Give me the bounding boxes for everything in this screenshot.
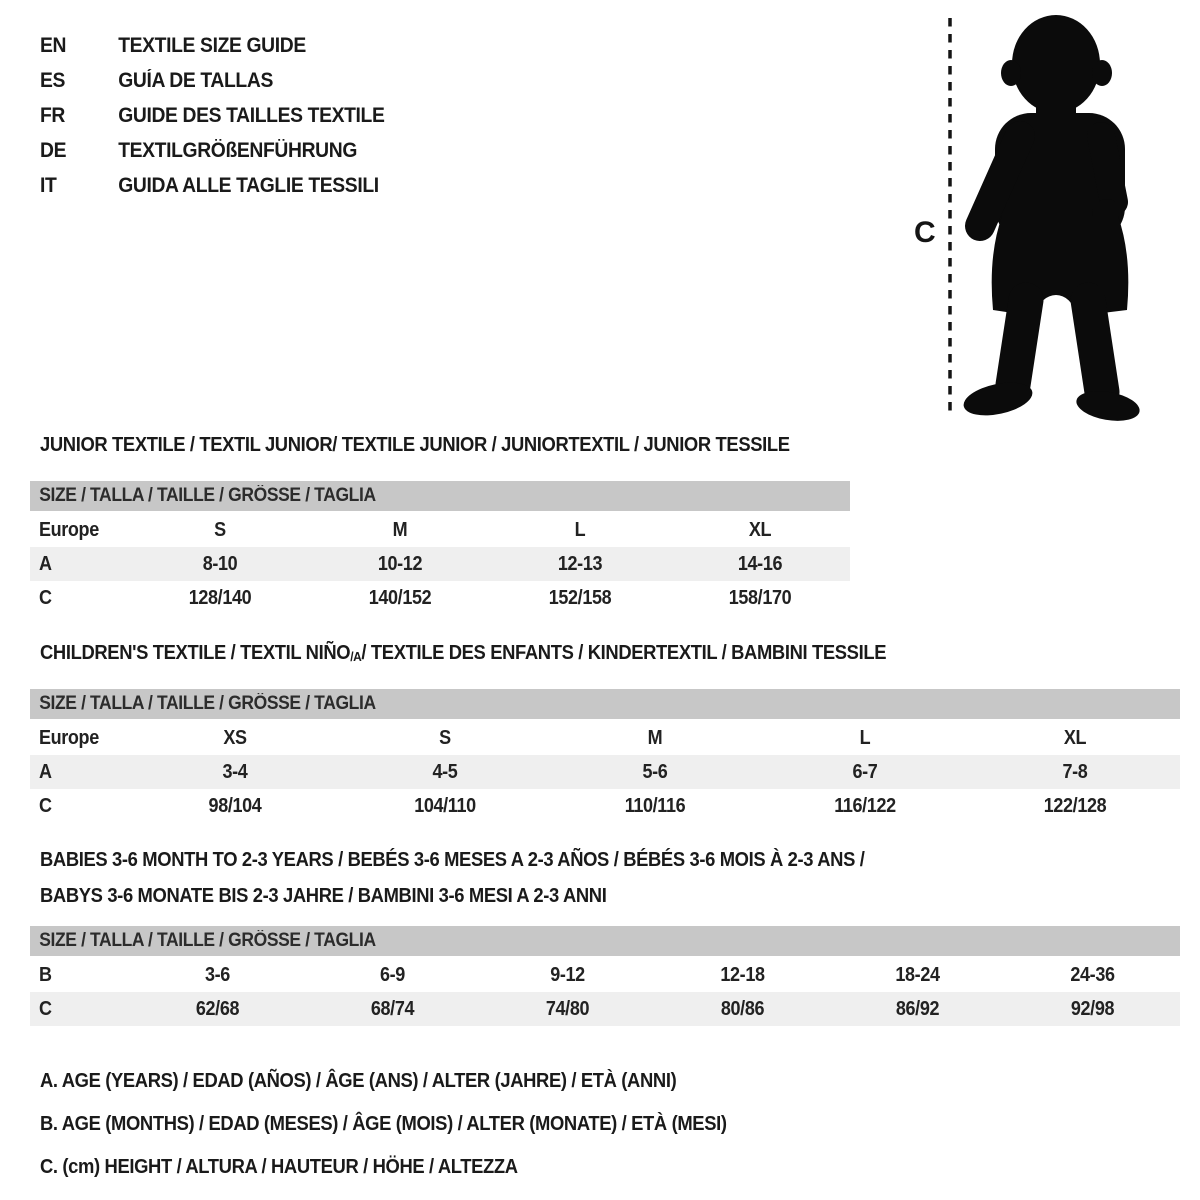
babies-section-heading-line1: BABIES 3-6 MONTH TO 2-3 YEARS / BEBÉS 3-6 MESES A 2-3 AÑOS / BÉBÉS 3-6 MOIS À 2-3 ANS / [40,848,865,871]
babies-size-table [30,958,1180,1026]
babies-size-bar [30,926,1180,956]
language-row-es [40,63,385,98]
column-header-europe: Europe [39,726,99,749]
row-label: C [39,586,52,609]
legend-block [40,1060,786,1189]
junior-size-table [30,513,850,615]
children-heading-text: CHILDREN'S TEXTILE / TEXTIL NIÑO [40,641,351,664]
table-cell: 12-13 [557,552,603,575]
language-row-de [40,133,385,168]
children-size-table [30,721,1180,823]
column-header-size: XL [1063,726,1087,749]
babies-size-bar-label: SIZE / TALLA / TAILLE / GRÖSSE / TAGLIA [39,930,376,951]
column-header-size: M [647,726,663,749]
children-header-row [30,721,1180,755]
junior-row-height [30,581,850,615]
children-section-heading [40,641,886,665]
language-code: IT [40,173,57,197]
table-cell: 7-8 [1062,760,1088,783]
babies-row-height [30,992,1180,1026]
language-title: GUIDE DES TAILLES TEXTILE [118,103,385,127]
table-cell: 3-4 [222,760,248,783]
row-label: B [39,963,52,986]
legend-line-b: B. AGE (MONTHS) / EDAD (MESES) / ÂGE (MOIS) / ALTER (MONATE) / ETÀ (MESI) [40,1113,727,1135]
measurement-figure [880,0,1200,440]
column-header-size: M [392,518,408,541]
table-cell: 4-5 [432,760,458,783]
babies-row-months [30,958,1180,992]
table-cell: 152/158 [548,586,612,609]
table-cell: 8-10 [202,552,238,575]
table-cell: 128/140 [188,586,252,609]
language-row-en [40,28,385,63]
language-code: DE [40,138,67,162]
legend-line-c: C. (cm) HEIGHT / ALTURA / HAUTEUR / HÖHE / ALTEZZA [40,1156,518,1178]
children-row-age [30,755,1180,789]
language-title: TEXTILE SIZE GUIDE [118,33,306,57]
column-header-size: XS [223,726,247,749]
junior-row-age [30,547,850,581]
language-title: GUÍA DE TALLAS [118,68,273,92]
children-heading-text: / TEXTILE DES ENFANTS / KINDERTEXTIL / BAMBINI TESSILE [361,641,887,664]
table-cell: 9-12 [550,963,585,986]
children-size-bar [30,689,1180,719]
language-title-block [40,28,414,203]
column-header-europe: Europe [39,518,99,541]
table-cell: 86/92 [895,997,940,1020]
table-cell: 6-7 [852,760,878,783]
height-label-c: C [914,216,936,249]
table-cell: 14-16 [737,552,783,575]
table-cell: 68/74 [370,997,415,1020]
table-cell: 10-12 [377,552,423,575]
language-title: TEXTILGRÖßENFÜHRUNG [118,138,357,162]
table-cell: 98/104 [208,794,262,817]
column-header-size: S [214,518,226,541]
language-row-it [40,168,385,203]
column-header-size: L [859,726,871,749]
language-code: EN [40,33,67,57]
table-cell: 74/80 [545,997,590,1020]
table-cell: 80/86 [720,997,765,1020]
babies-section-heading-line2: BABYS 3-6 MONATE BIS 2-3 JAHRE / BAMBINI 3-6 MESI A 2-3 ANNI [40,884,607,907]
row-label: C [39,997,52,1020]
table-cell: 6-9 [380,963,405,986]
language-title: GUIDA ALLE TAGLIE TESSILI [118,173,379,197]
children-heading-subscript: /A [350,649,362,664]
children-row-height [30,789,1180,823]
children-size-bar-label: SIZE / TALLA / TAILLE / GRÖSSE / TAGLIA [39,693,376,714]
table-cell: 116/122 [834,794,896,817]
table-cell: 5-6 [642,760,668,783]
row-label: C [39,794,52,817]
table-cell: 24-36 [1070,963,1115,986]
table-cell: 12-18 [720,963,765,986]
table-cell: 62/68 [195,997,240,1020]
language-code: FR [40,103,66,127]
junior-header-row [30,513,850,547]
junior-size-bar [30,481,850,511]
table-cell: 3-6 [205,963,230,986]
junior-size-bar-label: SIZE / TALLA / TAILLE / GRÖSSE / TAGLIA [39,485,376,506]
table-cell: 122/128 [1043,794,1107,817]
table-cell: 18-24 [895,963,940,986]
toddler-silhouette-icon [961,15,1142,425]
table-cell: 104/110 [414,794,476,817]
row-label: A [39,552,52,575]
language-code: ES [40,68,66,92]
language-row-fr [40,98,385,133]
table-cell: 92/98 [1070,997,1115,1020]
column-header-size: XL [748,518,772,541]
table-cell: 158/170 [728,586,792,609]
table-cell: 110/116 [624,794,686,817]
column-header-size: L [574,518,586,541]
legend-line-a: A. AGE (YEARS) / EDAD (AÑOS) / ÂGE (ANS) / ALTER (JAHRE) / ETÀ (ANNI) [40,1070,677,1092]
junior-section-heading: JUNIOR TEXTILE / TEXTIL JUNIOR/ TEXTILE JUNIOR / JUNIORTEXTIL / JUNIOR TESSILE [40,433,790,456]
row-label: A [39,760,52,783]
column-header-size: S [439,726,451,749]
table-cell: 140/152 [368,586,432,609]
